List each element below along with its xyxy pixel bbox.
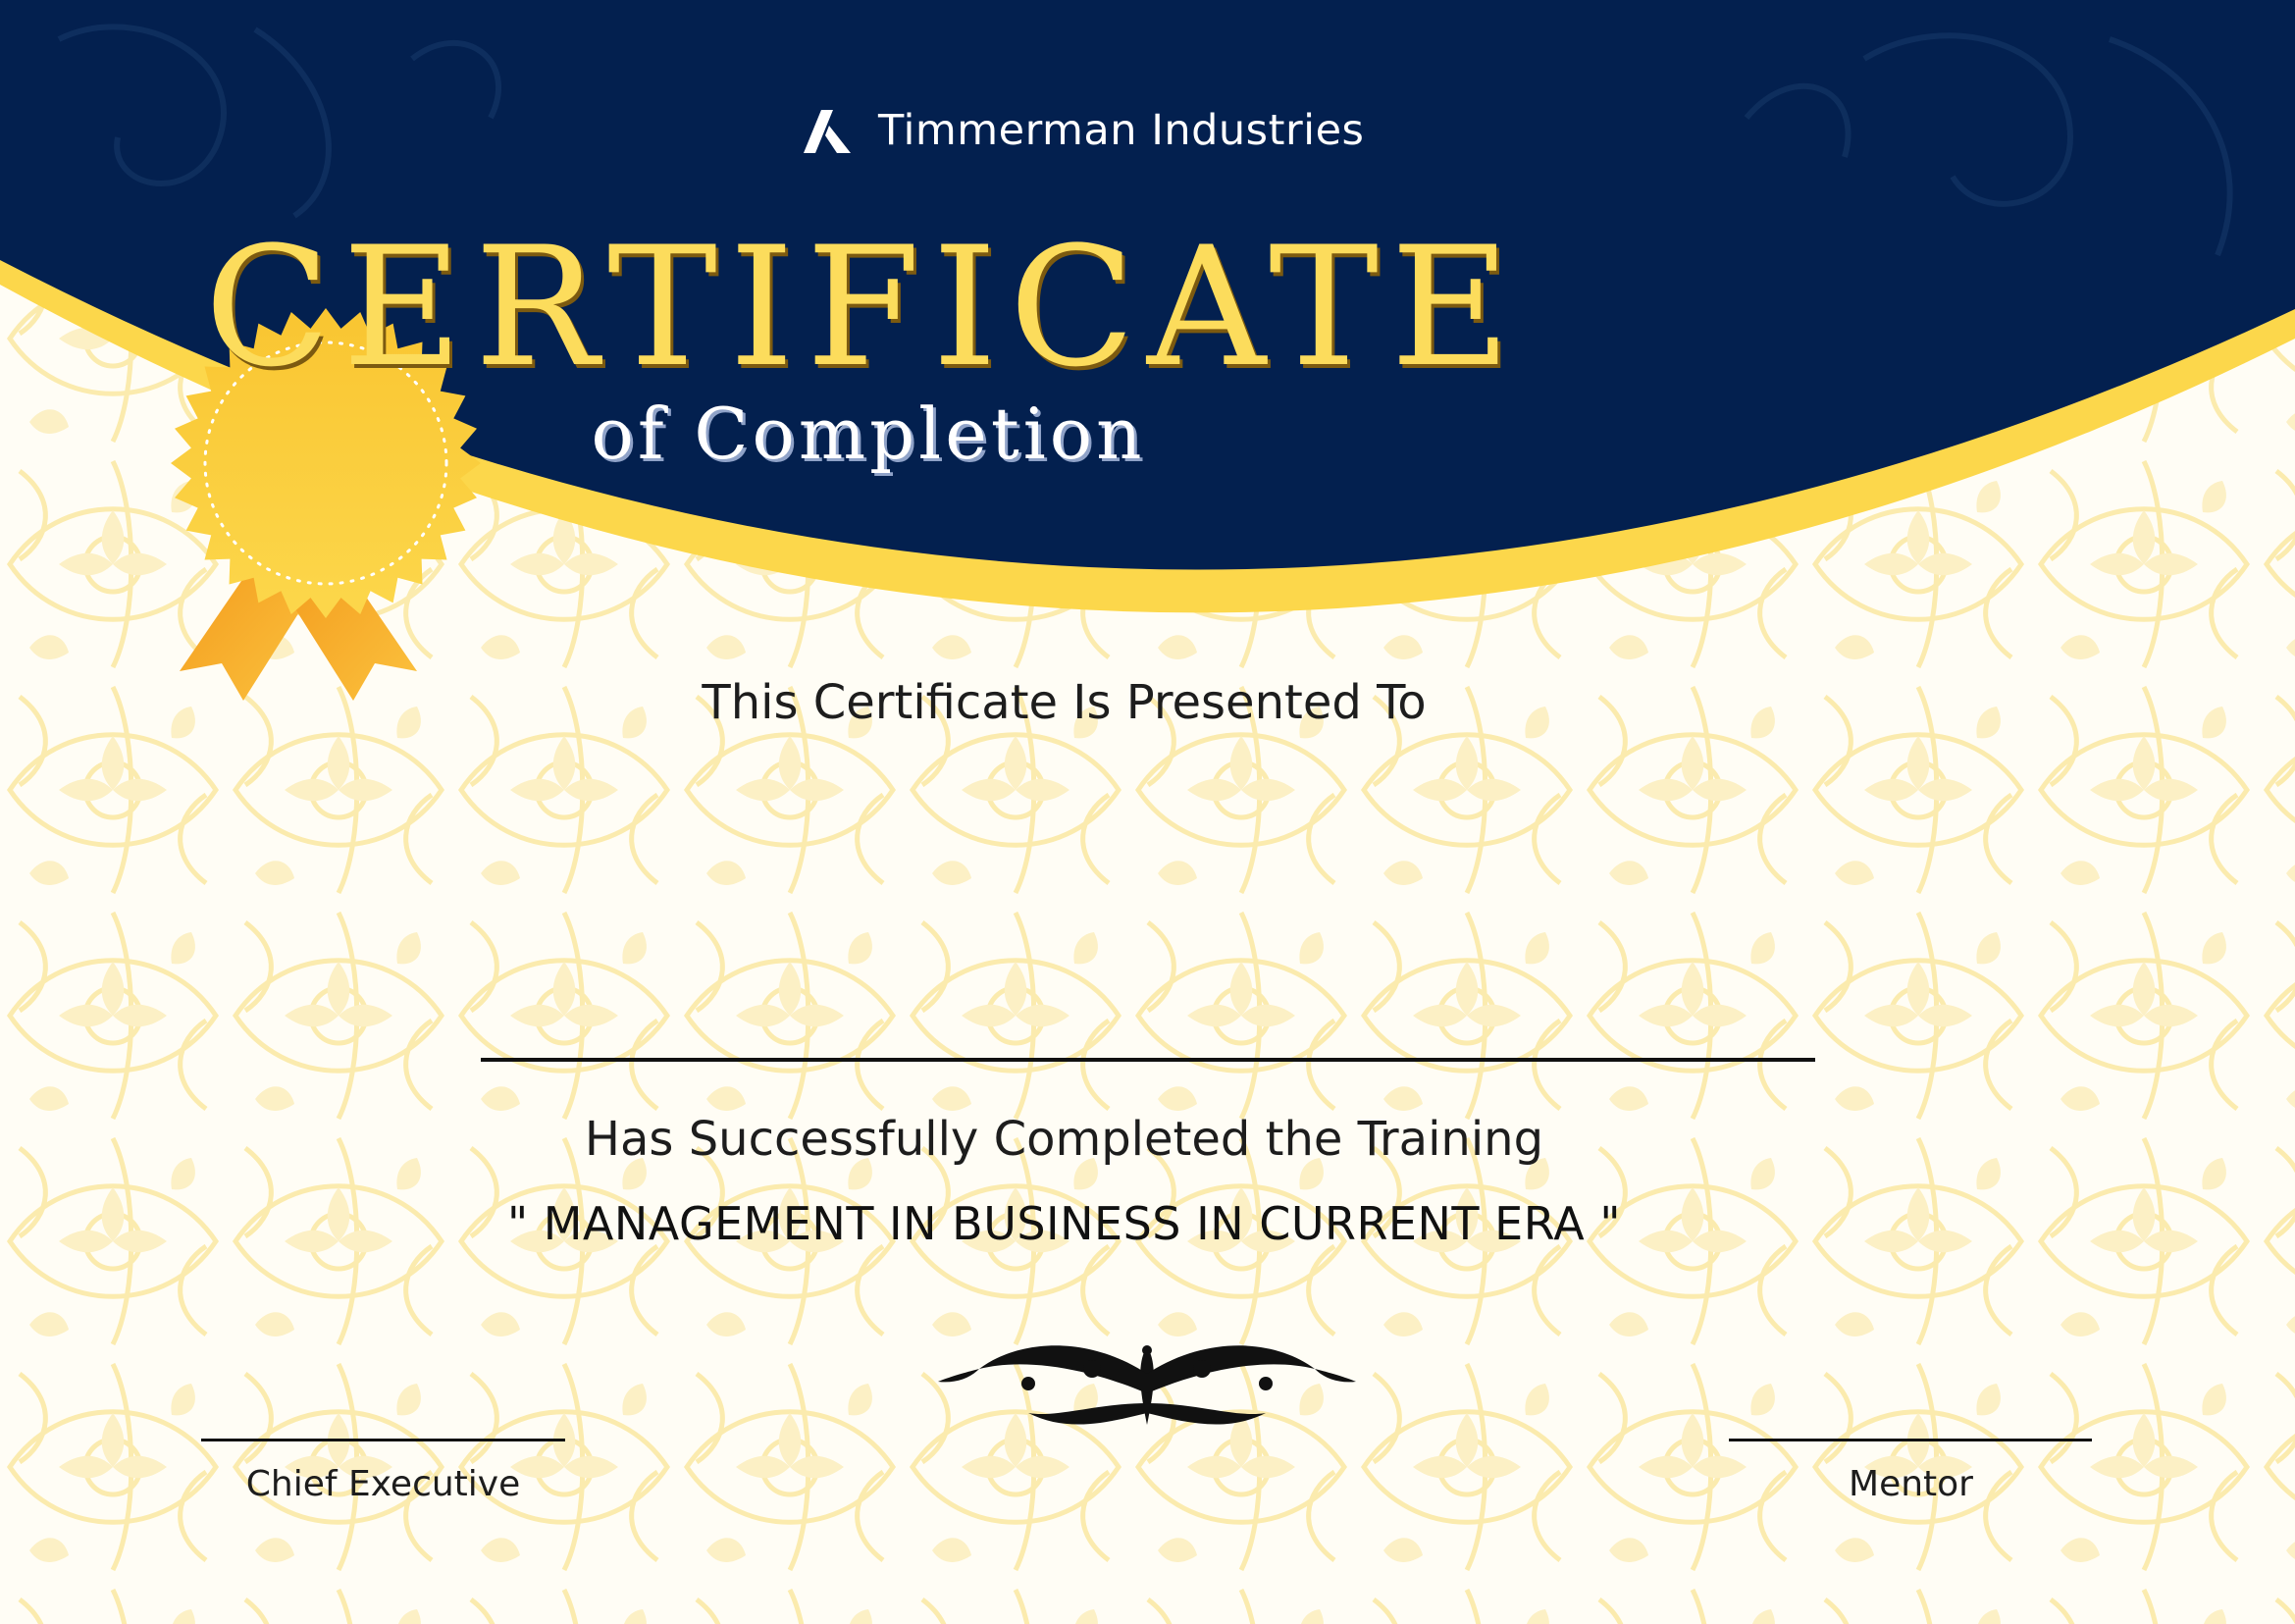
signature-label-chief-executive: Chief Executive — [245, 1464, 521, 1504]
brand-header — [800, 106, 1364, 155]
stylized-a-logo-icon — [800, 106, 853, 155]
recipient-name-line — [481, 1058, 1815, 1062]
brand-name: Timmerman Industries — [878, 106, 1365, 155]
certificate-subtitle: of Completion — [591, 393, 1146, 475]
signature-label-mentor: Mentor — [1849, 1464, 1973, 1504]
completed-text: Has Successfully Completed the Training — [584, 1112, 1544, 1167]
signature-line-chief-executive — [201, 1439, 565, 1441]
course-title: " MANAGEMENT IN BUSINESS IN CURRENT ERA " — [506, 1197, 1622, 1250]
signature-line-mentor — [1729, 1439, 2092, 1441]
presented-to-text: This Certificate Is Presented To — [702, 675, 1427, 730]
certificate-title: CERTIFICATE — [204, 211, 1523, 403]
